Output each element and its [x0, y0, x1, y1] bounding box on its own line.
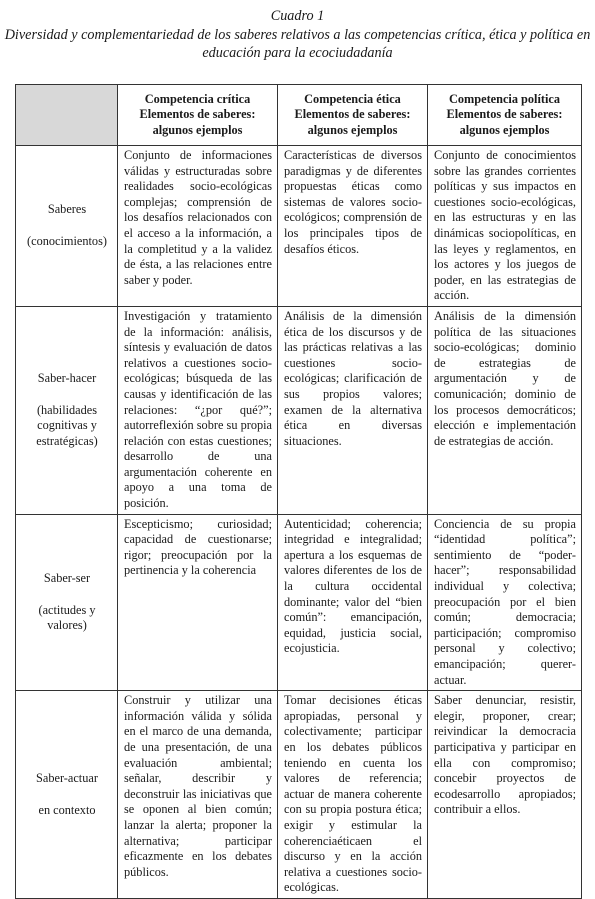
cell-text: Conjunto de informaciones válidas y estructuradas sobre realidades socio-ecológicas complejas; comprensión de los desafíos relacionados con el acceso a la información, a la completitud y a la validez de ésta, a las relaciones entre saber y poder. [124, 148, 272, 287]
header-subtitle: Elementos de saberes: [294, 107, 411, 122]
cell-text: Tomar decisiones éticas apropiadas, personal y colectivamente; participar en los debates públicos teniendo en cuenta los valores de referencia; actuar de manera coherente con su propia postura ética; exigir y estimular la coherenciaéticaen el discurso y en la acción relativa a cuestiones socio-ecológicas. [284, 693, 422, 895]
cell-etica [278, 514, 428, 691]
cell-text: Escepticismo; curiosidad; capacidad de cuestionarse; rigor; preocupación por la pertinencia y la coherencia [124, 516, 272, 578]
cell-etica [278, 306, 428, 514]
row-label: Saber-hacer [37, 371, 97, 386]
header-subtitle: Elementos de saberes: [139, 107, 256, 122]
cell-text: Investigación y tratamiento de la información: análisis, síntesis y evaluación de datos relativos a cuestiones socio-ecológicas; búsqueda de las causas y identificación de las relaciones: “¿por qué?”; autorreflexión sobre su propia relación con estas cuestiones; desarrollo de una argumentación coherente en apoyo a una toma de posición. [124, 308, 272, 511]
row-header-cell [16, 306, 118, 514]
header-competencia-politica [428, 85, 582, 146]
row-header-cell [16, 146, 118, 307]
cell-critica [118, 514, 278, 691]
cell-critica [118, 146, 278, 307]
cell-text: Conjunto de conocimientos sobre las grandes corrientes políticas y sus impactos en cuestiones socio-ecológicas, en las estructuras y en las dinámicas sociopolíticas, en las leyes y reglamentos, en los actores y los juegos de poder, en las estrategias de acción. [434, 148, 576, 303]
table-caption-subtitle [0, 27, 595, 62]
cell-politica [428, 691, 582, 899]
header-subtitle: algunos ejemplos [459, 122, 550, 137]
row-sublabel: (actitudes y valores) [38, 602, 96, 633]
cell-politica [428, 514, 582, 691]
row-sublabel: (habilidades cognitivas y estratégicas) [36, 402, 98, 448]
table-caption-title: Cuadro 1 [270, 8, 325, 24]
cell-text: Autenticidad; coherencia; integridad e integralidad; apertura a los esquemas de valores diferentes de los de la cultura occidental dominante; valor del “bien común”: emancipación, equidad, justicia social, ecojusticia. [284, 516, 422, 656]
header-title: Competencia política [449, 91, 560, 106]
table-row-saber-hacer [16, 306, 582, 514]
cell-etica [278, 691, 428, 899]
competencias-table [15, 84, 582, 899]
cell-politica [428, 146, 582, 307]
header-competencia-etica [278, 85, 428, 146]
cell-text: Análisis de la dimensión ética de los discursos y de las prácticas relativas a las cuestiones socio-ecológicas; clarificación de sus propios valores; examen de la alternativa ética en diversas situaciones. [284, 308, 422, 448]
cell-text: Características de diversos paradigmas y de diferentes propuestas éticas como sistemas de valores socio-ecológicos; comprensión de los principales tipos de desafíos éticos. [284, 148, 422, 256]
cell-critica [118, 306, 278, 514]
cell-text: Construir y utilizar una información válida y sólida en el marco de una demanda, de una presentación, de una evaluación ambiental; señalar, describir y deconstruir las iniciativas que se oponen al bien común; lanzar la alerta; proponer la alternativa; participar eficazmente en los debates públicos. [124, 693, 272, 879]
table-row-saber-actuar [16, 691, 582, 899]
row-sublabel: en contexto [38, 802, 96, 817]
cell-etica [278, 146, 428, 307]
caption-subtitle-line-1: Diversidad y complementariedad de los saberes relativos a las competencias crítica, ética y política en [4, 27, 591, 43]
row-label: Saber-ser [43, 571, 91, 586]
row-sublabel: (conocimientos) [27, 233, 107, 248]
cell-text: Conciencia de su propia “identidad política”; sentimiento de “poder-hacer”; responsabilidad individual y colectiva; preocupación por el bien común; democracia; participación; compromiso personal y colectivo; emancipación; querer-actuar. [434, 516, 576, 687]
header-title: Competencia ética [304, 91, 401, 106]
row-label: Saberes [47, 202, 87, 217]
cell-text: Saber denunciar, resistir, elegir, proponer, crear; reivindicar la democracia participativa y participar en ella con compromiso; concebir proyectos de ecodesarrollo apropiados; contribuir a ellos. [434, 693, 576, 817]
header-subtitle: Elementos de saberes: [446, 107, 563, 122]
row-header-cell [16, 691, 118, 899]
row-header-cell [16, 514, 118, 691]
cell-critica [118, 691, 278, 899]
header-subtitle: algunos ejemplos [307, 122, 398, 137]
table-header-row [16, 85, 582, 146]
row-label: Saber-actuar [36, 770, 98, 785]
header-corner-cell [16, 85, 118, 146]
table-row-saber-ser [16, 514, 582, 691]
header-subtitle: algunos ejemplos [152, 122, 243, 137]
header-title: Competencia crítica [144, 91, 251, 106]
cell-text: Análisis de la dimensión política de las situaciones socio-ecológicas; dominio de estrategias de argumentación y de comunicación; dominio de los procesos democráticos; elección e implementación de estrategias de acción. [434, 308, 576, 448]
cell-politica [428, 306, 582, 514]
header-competencia-critica [118, 85, 278, 146]
table-row-saberes [16, 146, 582, 307]
caption-subtitle-line-2: educación para la ecociudadanía [202, 44, 393, 61]
